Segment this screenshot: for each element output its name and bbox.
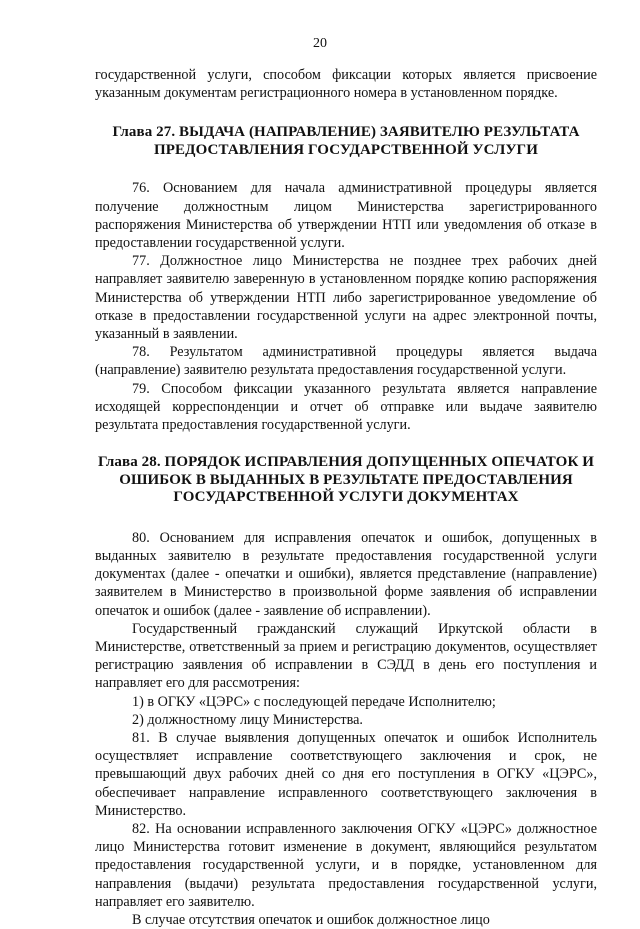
document-body bbox=[95, 66, 597, 929]
paragraph-81: 81. В случае выявления допущенных опечаток и ошибок Исполнитель осуществляет исправление соответствующего заключения и срок, не превышающий двух рабочих дней со дня его поступления в ОГКУ «ЦЭРС», обеспечивает направление исправленного соответствующего заключения в Министерство. bbox=[95, 729, 597, 819]
paragraph-77: 77. Должностное лицо Министерства не позднее трех рабочих дней направляет заявителю заверенную в установленном порядке копию распоряжения Министерства об утверждении НТП либо зарегистрированное уведомление об отказе в предоставлении государственной услуги на адрес электронной почты, указанный в заявлении. bbox=[95, 253, 597, 343]
paragraph-no-errors: В случае отсутствия опечаток и ошибок должностное лицо bbox=[132, 912, 490, 929]
paragraph-registration: Государственный гражданский служащий Иркутской области в Министерстве, ответственный за прием и регистрацию документов, осуществляет регистрацию заявления об исправлении в СЭДД в день его поступления и направляет его для рассмотрения: bbox=[95, 620, 597, 692]
list-item-1: 1) в ОГКУ «ЦЭРС» с последующей передаче Исполнителю; bbox=[132, 693, 496, 710]
chapter-27-title: Глава 27. ВЫДАЧА (НАПРАВЛЕНИЕ) ЗАЯВИТЕЛЮ РЕЗУЛЬТАТА ПРЕДОСТАВЛЕНИЯ ГОСУДАРСТВЕННОЙ УСЛУГИ bbox=[112, 124, 580, 158]
intro-paragraph: государственной услуги, способом фиксации которых является присвоение указанным документам регистрационного номера в установленном порядке. bbox=[95, 67, 597, 102]
paragraph-78: 78. Результатом административной процедуры является выдача (направление) заявителю результата предоставления государственной услуги. bbox=[95, 344, 597, 379]
list-item-2: 2) должностному лицу Министерства. bbox=[132, 711, 363, 728]
paragraph-76: 76. Основанием для начала административной процедуры является получение должностным лицом Министерства зарегистрированного распоряжения Министерства об утверждении НТП или уведомления об отказе в предоставлении государственной услуги. bbox=[95, 180, 597, 252]
chapter-28-title: Глава 28. ПОРЯДОК ИСПРАВЛЕНИЯ ДОПУЩЕННЫХ ОПЕЧАТОК И ОШИБОК В ВЫДАННЫХ В РЕЗУЛЬТАТЕ ПРЕДОСТАВЛЕНИЯ ГОСУДАРСТВЕННОЙ УСЛУГИ ДОКУМЕНТАХ bbox=[97, 454, 595, 506]
paragraph-79: 79. Способом фиксации указанного результата является направление исходящей корреспонденции и отчет об отправке или выдаче заявителю результата предоставления государственной услуги. bbox=[95, 380, 597, 434]
paragraph-80: 80. Основанием для исправления опечаток и ошибок, допущенных в выданных заявителю в результате предоставления государственной услуги документах (далее - опечатки и ошибки), является представление (направление) заявителем в Министерство в произвольной форме заявления об исправлении опечаток и ошибок (далее - заявление об исправлении). bbox=[95, 529, 597, 619]
paragraph-82: 82. На основании исправленного заключения ОГКУ «ЦЭРС» должностное лицо Министерства готовит изменение в документ, являющийся результатом предоставления государственной услуги, и в порядке, установленном для направления (выдачи) результата предоставления государственной услуги, направляет его заявителю. bbox=[95, 821, 597, 910]
page-number: 20 bbox=[313, 36, 327, 51]
